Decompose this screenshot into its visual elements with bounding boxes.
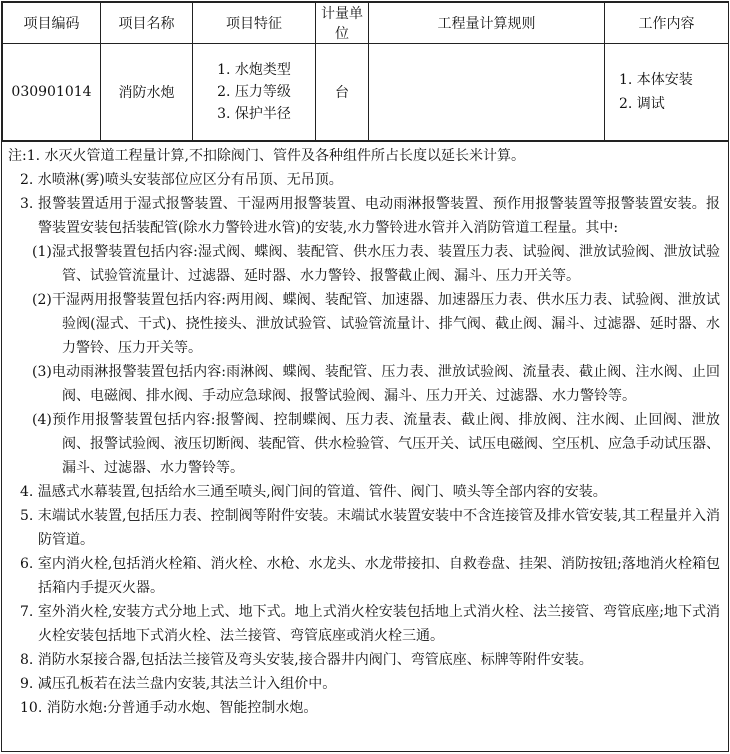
feature-item: 1. 水炮类型 bbox=[217, 62, 291, 78]
spec-sheet bbox=[1, 1, 729, 752]
table-row bbox=[3, 44, 729, 141]
note-2: 2. 水喷淋(雾)喷头安装部位应区分有吊顶、无吊顶。 bbox=[20, 172, 343, 188]
header-work: 工作内容 bbox=[605, 3, 729, 44]
note-9: 9. 减压孔板若在法兰盘内安装,其法兰计入组价中。 bbox=[20, 676, 337, 692]
cell-work bbox=[605, 44, 729, 141]
cell-code: 030901014 bbox=[3, 44, 101, 141]
note-3-4: (4)预作用报警装置包括内容:报警阀、控制蝶阀、压力表、流量表、截止阀、排放阀、注水阀、止回阀、泄放阀、报警试验阀、液压切断阀、装配管、供水检验管、气压开关、试压电磁阀、空压机、应急手动试压器、漏斗、过滤器、水力警铃等。 bbox=[32, 412, 720, 476]
note-1: 注:1. 水灭火管道工程量计算,不扣除阀门、管件及各种组件所占长度以延长米计算。 bbox=[8, 148, 525, 164]
note-3-3: (3)电动雨淋报警装置包括内容:雨淋阀、蝶阀、装配管、压力表、泄放试验阀、流量表、截止阀、注水阀、止回阀、电磁阀、排水阀、手动应急球阀、报警试验阀、漏斗、压力开关、过滤器、水力警铃等。 bbox=[32, 364, 720, 404]
note-3-1: (1)湿式报警装置包括内容:湿式阀、蝶阀、装配管、供水压力表、装置压力表、试验阀、泄放试验阀、泄放试验管、试验管流量计、过滤器、延时器、水力警铃、报警截止阀、漏斗、压力开关等。 bbox=[32, 244, 720, 284]
cell-unit: 台 bbox=[316, 44, 369, 141]
header-rule: 工程量计算规则 bbox=[369, 3, 605, 44]
table-header-row bbox=[3, 3, 729, 44]
header-code: 项目编码 bbox=[3, 3, 101, 44]
note-6: 6. 室内消火栓,包括消火栓箱、消火栓、水枪、水龙头、水龙带接扣、自救卷盘、挂架、消防按钮;落地消火栓箱包括箱内手提灭火器。 bbox=[20, 556, 720, 596]
spec-table bbox=[2, 2, 729, 141]
note-3: 3. 报警装置适用于湿式报警装置、干湿两用报警装置、电动雨淋报警装置、预作用报警装置等报警装置安装。报警装置安装包括装配管(除水力警铃进水管)的安装,水力警铃进水管并入消防管道工程量。其中: bbox=[20, 196, 720, 236]
header-features: 项目特征 bbox=[193, 3, 316, 44]
feature-item: 2. 压力等级 bbox=[217, 84, 291, 100]
feature-item: 3. 保护半径 bbox=[217, 106, 291, 122]
header-unit: 计量单位 bbox=[316, 3, 369, 44]
work-item: 2. 调试 bbox=[619, 96, 665, 112]
note-5: 5. 末端试水装置,包括压力表、控制阀等附件安装。末端试水装置安装中不含连接管及排水管安装,其工程量并入消防管道。 bbox=[20, 508, 720, 548]
cell-rule bbox=[369, 44, 605, 141]
work-item: 1. 本体安装 bbox=[619, 72, 693, 88]
notes-section bbox=[2, 141, 728, 720]
note-8: 8. 消防水泵接合器,包括法兰接管及弯头安装,接合器井内阀门、弯管底座、标牌等附件安装。 bbox=[20, 652, 593, 668]
note-4: 4. 温感式水幕装置,包括给水三通至喷头,阀门间的管道、管件、阀门、喷头等全部内容的安装。 bbox=[20, 484, 607, 500]
cell-name: 消防水炮 bbox=[101, 44, 193, 141]
note-3-2: (2)干湿两用报警装置包括内容:两用阀、蝶阀、装配管、加速器、加速器压力表、供水压力表、试验阀、泄放试验阀(湿式、干式)、挠性接头、泄放试验管、试验管流量计、排气阀、截止阀、漏斗、过滤器、延时器、水力警铃、压力开关等。 bbox=[32, 292, 720, 356]
note-7: 7. 室外消火栓,安装方式分地上式、地下式。地上式消火栓安装包括地上式消火栓、法兰接管、弯管底座;地下式消火栓安装包括地下式消火栓、法兰接管、弯管底座或消火栓三通。 bbox=[20, 604, 720, 644]
cell-features bbox=[193, 44, 316, 141]
header-name: 项目名称 bbox=[101, 3, 193, 44]
note-10: 10. 消防水炮:分普通手动水炮、智能控制水炮。 bbox=[20, 700, 318, 716]
